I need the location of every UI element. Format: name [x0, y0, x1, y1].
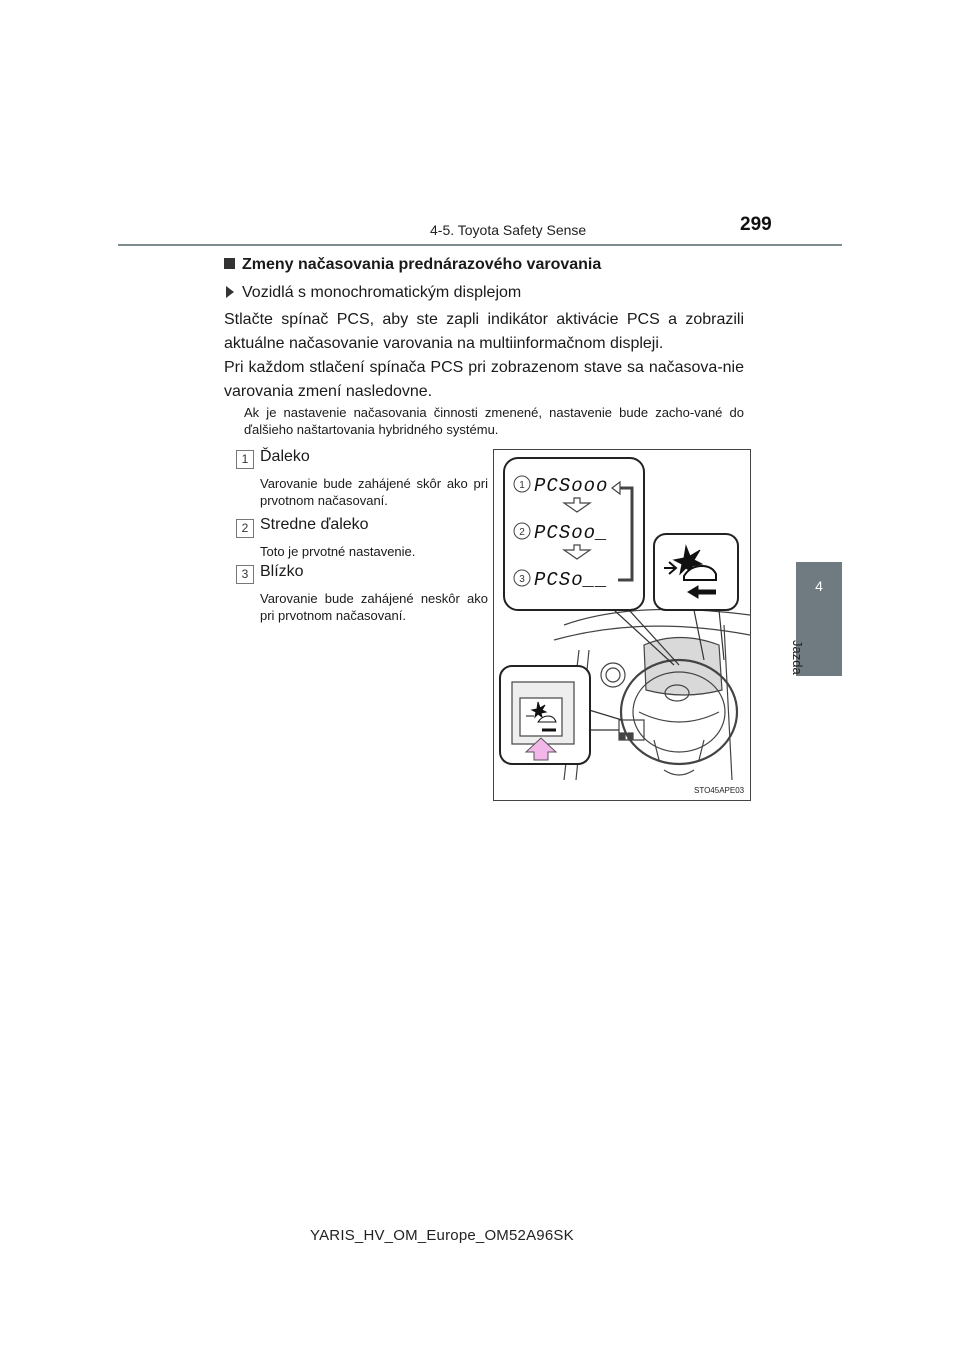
item-description-1: Varovanie bude zahájené skôr ako pri prvotnom načasovaní.	[260, 476, 488, 508]
header-divider	[118, 244, 842, 246]
item-number-2: 2	[236, 519, 254, 538]
footer-document-id: YARIS_HV_OM_Europe_OM52A96SK	[310, 1227, 574, 1244]
header-section-title: 4-5. Toyota Safety Sense	[430, 222, 587, 238]
section-title-text: Zmeny načasovania prednárazového varovania	[242, 256, 602, 273]
display-state-middle: PCSoo_	[534, 522, 609, 544]
item-description-3: Varovanie bude zahájené neskôr ako pri prvotnom načasovaní.	[260, 591, 488, 623]
square-bullet-icon	[224, 258, 235, 269]
chapter-tab-number: 4	[815, 578, 823, 594]
item-number-3: 3	[236, 565, 254, 584]
item-label-3: Blízko	[260, 563, 304, 580]
triangle-bullet-icon	[226, 286, 234, 298]
paragraph-2: Pri každom stlačení spínača PCS pri zobrazenom stave sa načasova-nie varovania zmení nasledovne.	[224, 359, 744, 400]
item-label-1: Ďaleko	[260, 448, 310, 465]
callout-3: 3	[519, 574, 525, 585]
section-title	[224, 256, 601, 274]
chapter-tab-label: Jazda	[790, 640, 805, 675]
illustration-svg	[494, 450, 750, 800]
figure-code: STO45APE03	[694, 786, 745, 795]
pcs-timing-illustration	[493, 449, 751, 801]
paragraph-1: Stlačte spínač PCS, aby ste zapli indikátor aktivácie PCS a zobrazili aktuálne načasovanie varovania na multiinformačnom displeji.	[224, 311, 744, 352]
sub-heading	[226, 284, 521, 302]
item-label-2: Stredne ďaleko	[260, 516, 369, 533]
sub-heading-text: Vozidlá s monochromatickým displejom	[242, 284, 522, 301]
display-state-near: PCSo__	[534, 569, 609, 591]
callout-2: 2	[519, 527, 525, 538]
item-number-1: 1	[236, 450, 254, 469]
item-description-2: Toto je prvotné nastavenie.	[260, 544, 416, 559]
callout-1: 1	[519, 480, 525, 491]
note-text: Ak je nastavenie načasovania činnosti zmenené, nastavenie bude zacho-vané do ďalšieho naštartovania hybridného systému.	[244, 405, 744, 437]
display-state-far: PCSooo	[534, 475, 609, 497]
page-number: 299	[740, 214, 772, 235]
